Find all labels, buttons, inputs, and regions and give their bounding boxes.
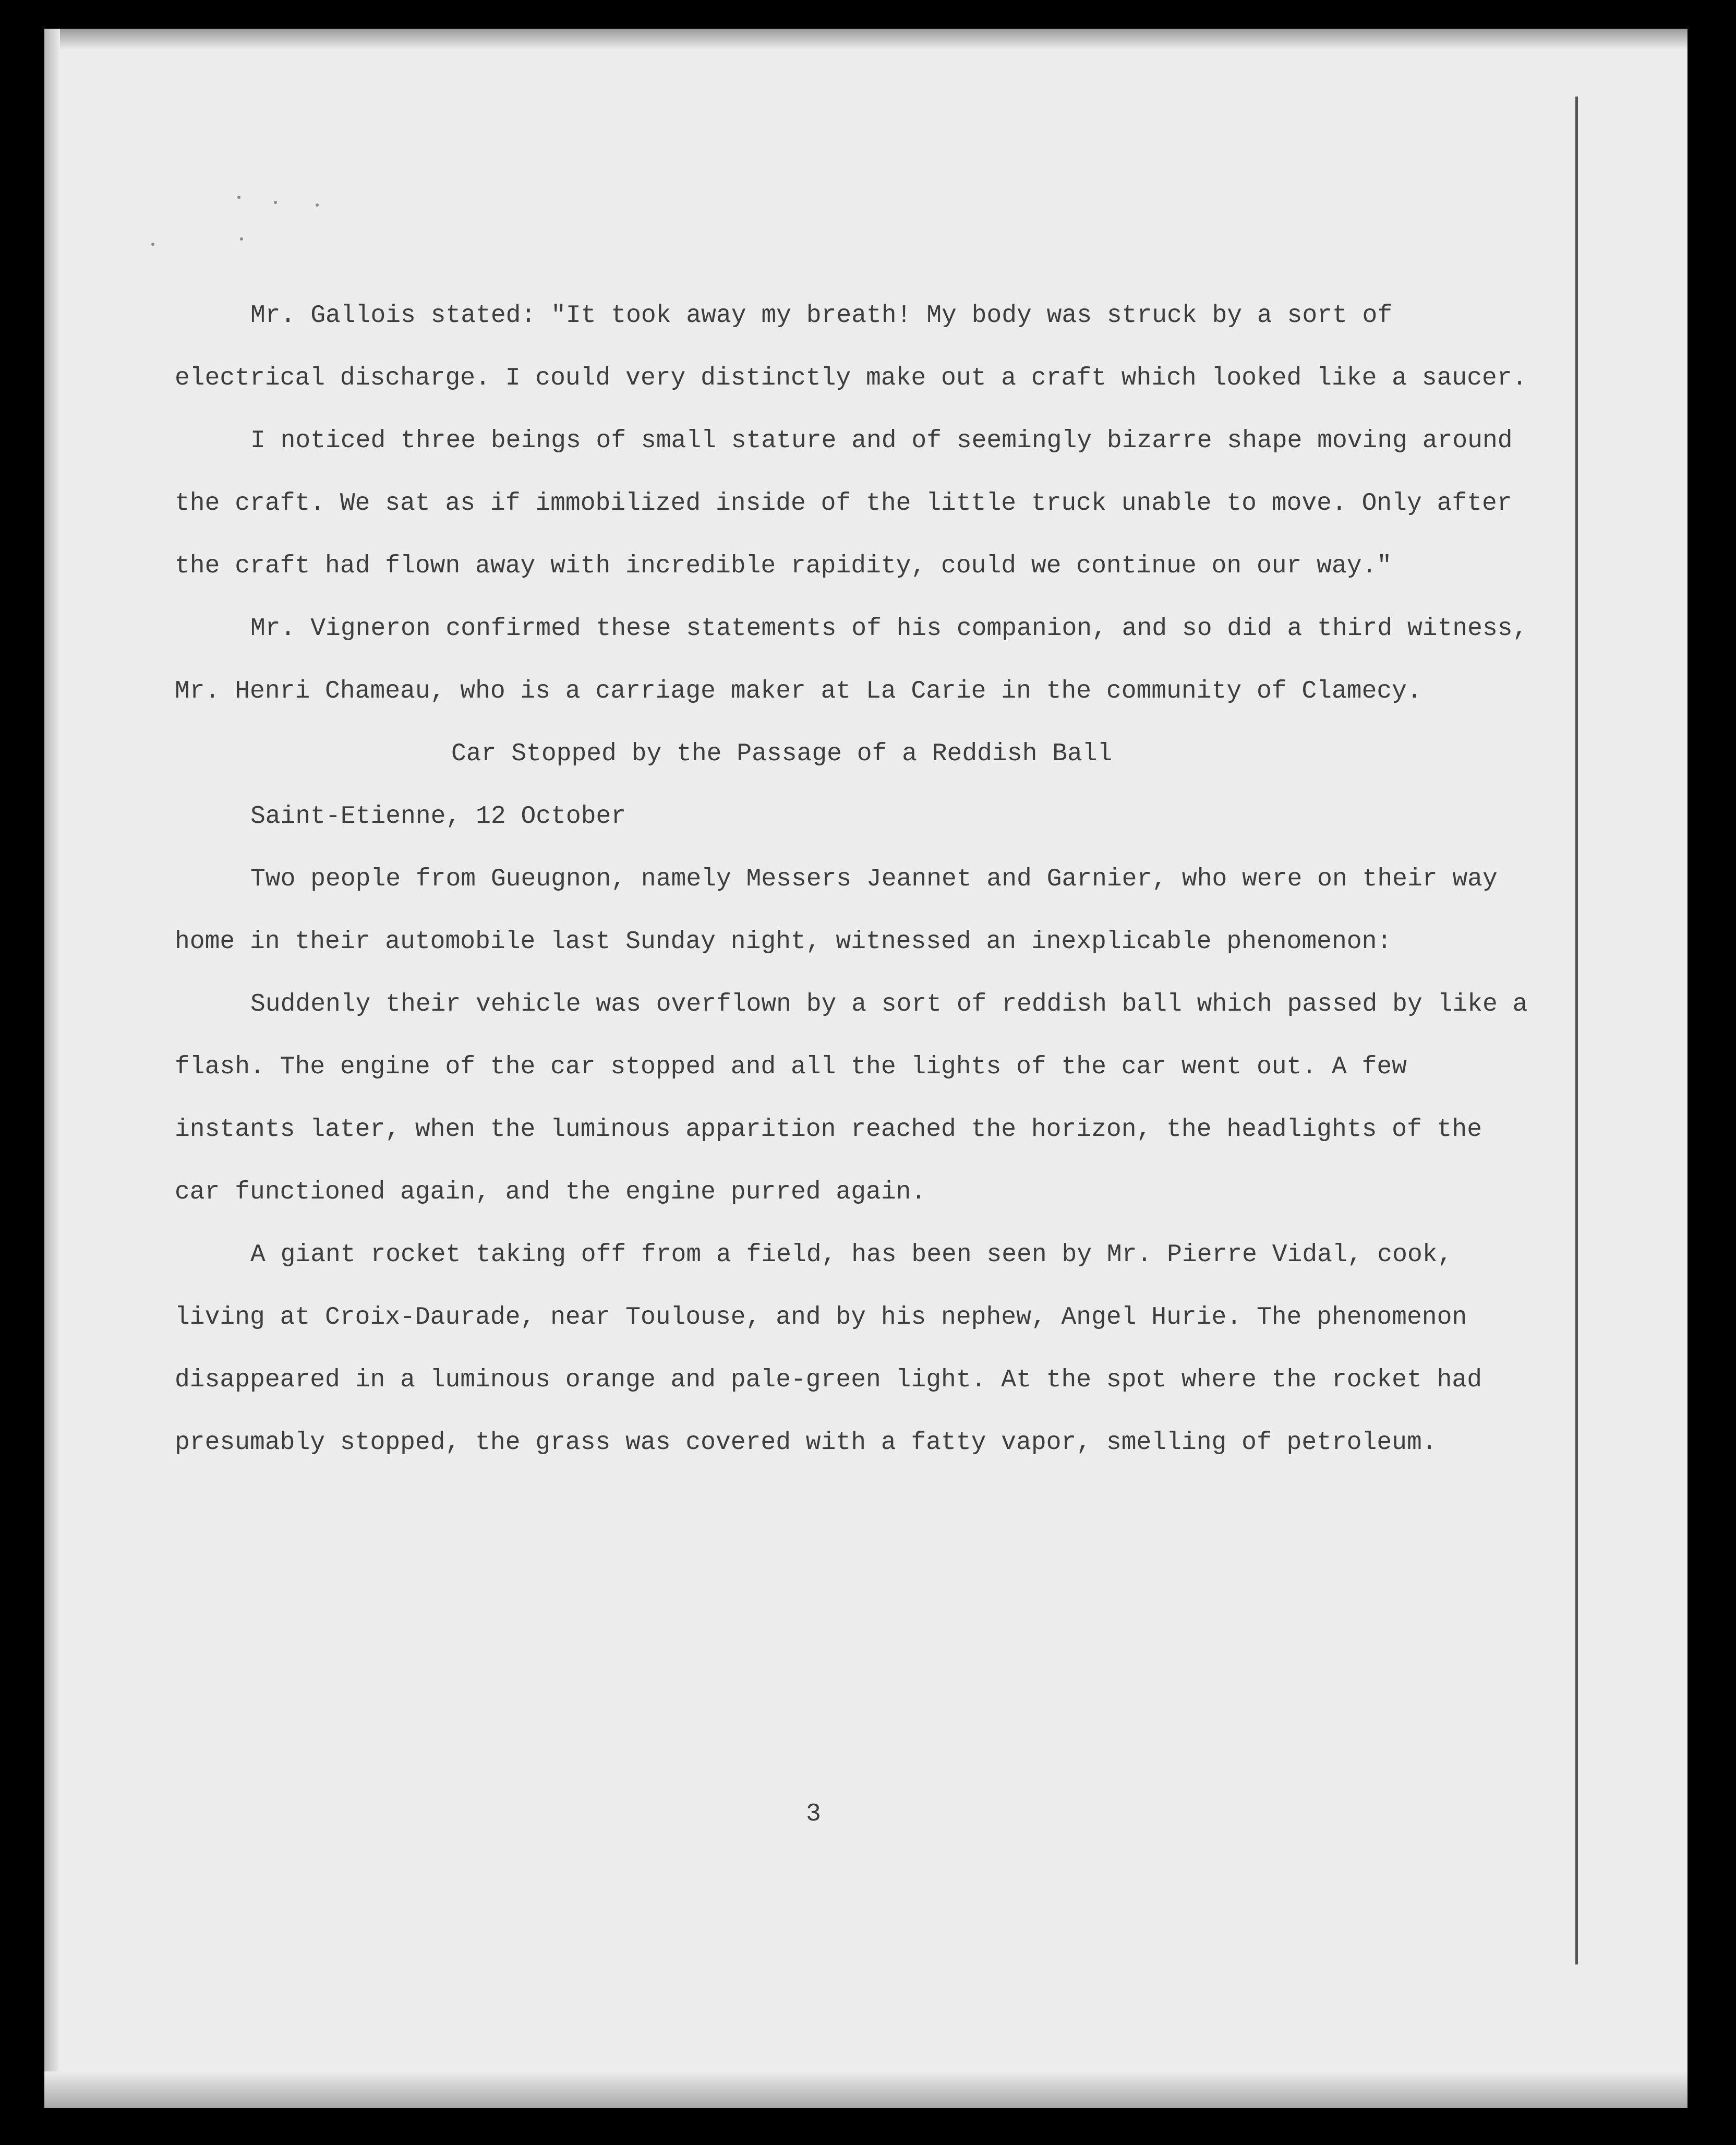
section-heading: Car Stopped by the Passage of a Reddish Ball xyxy=(451,740,1113,768)
paragraph: Mr. Gallois stated: "It took away my breath! My body was struck by a sort of electrical discharge. I could very distinctly make out a craft which looked like a saucer. xyxy=(175,302,1527,392)
paragraph: I noticed three beings of small stature and of seemingly bizarre shape moving around the craft. We sat as if immobilized inside of the little truck unable to move. Only after the craft had flown away with incredible rapidity, could we continue on our way." xyxy=(175,427,1513,580)
document-page xyxy=(44,29,1687,2108)
speck xyxy=(240,237,243,241)
paragraph: A giant rocket taking off from a field, has been seen by Mr. Pierre Vidal, cook, living at Croix-Daurade, near Toulouse, and by his nephew, Angel Hurie. The phenomenon disappeared in a luminous orange and pale-green light. At the spot where the rocket had presumably stopped, the grass was covered with a fatty vapor, smelling of petroleum. xyxy=(175,1241,1482,1457)
speck xyxy=(316,203,319,207)
page-edge-top xyxy=(44,29,1687,50)
margin-rule xyxy=(1575,97,1578,1964)
paragraph: Mr. Vigneron confirmed these statements of his companion, and so did a third witness, Mr. Henri Chameau, who is a carriage maker at La Carie in the community of Clamecy. xyxy=(175,615,1528,705)
dateline: Saint-Etienne, 12 October xyxy=(250,802,626,831)
page-edge-bottom xyxy=(44,2071,1687,2108)
page-number: 3 xyxy=(806,1800,821,1828)
speck xyxy=(237,196,240,199)
speck xyxy=(151,243,154,246)
page-edge-left xyxy=(44,29,60,2108)
paragraph: Two people from Gueugnon, namely Messers Jeannet and Garnier, who were on their way home in their automobile last Sunday night, witnessed an inexplicable phenomenon: xyxy=(175,865,1498,956)
body-text xyxy=(175,284,1541,1474)
paragraph: Suddenly their vehicle was overflown by a sort of reddish ball which passed by like a flash. The engine of the car stopped and all the lights of the car went out. A few instants later, when the luminous apparition reached the horizon, the headlights of the car functioned again, and the engine purred again. xyxy=(175,990,1528,1206)
speck xyxy=(274,201,277,204)
